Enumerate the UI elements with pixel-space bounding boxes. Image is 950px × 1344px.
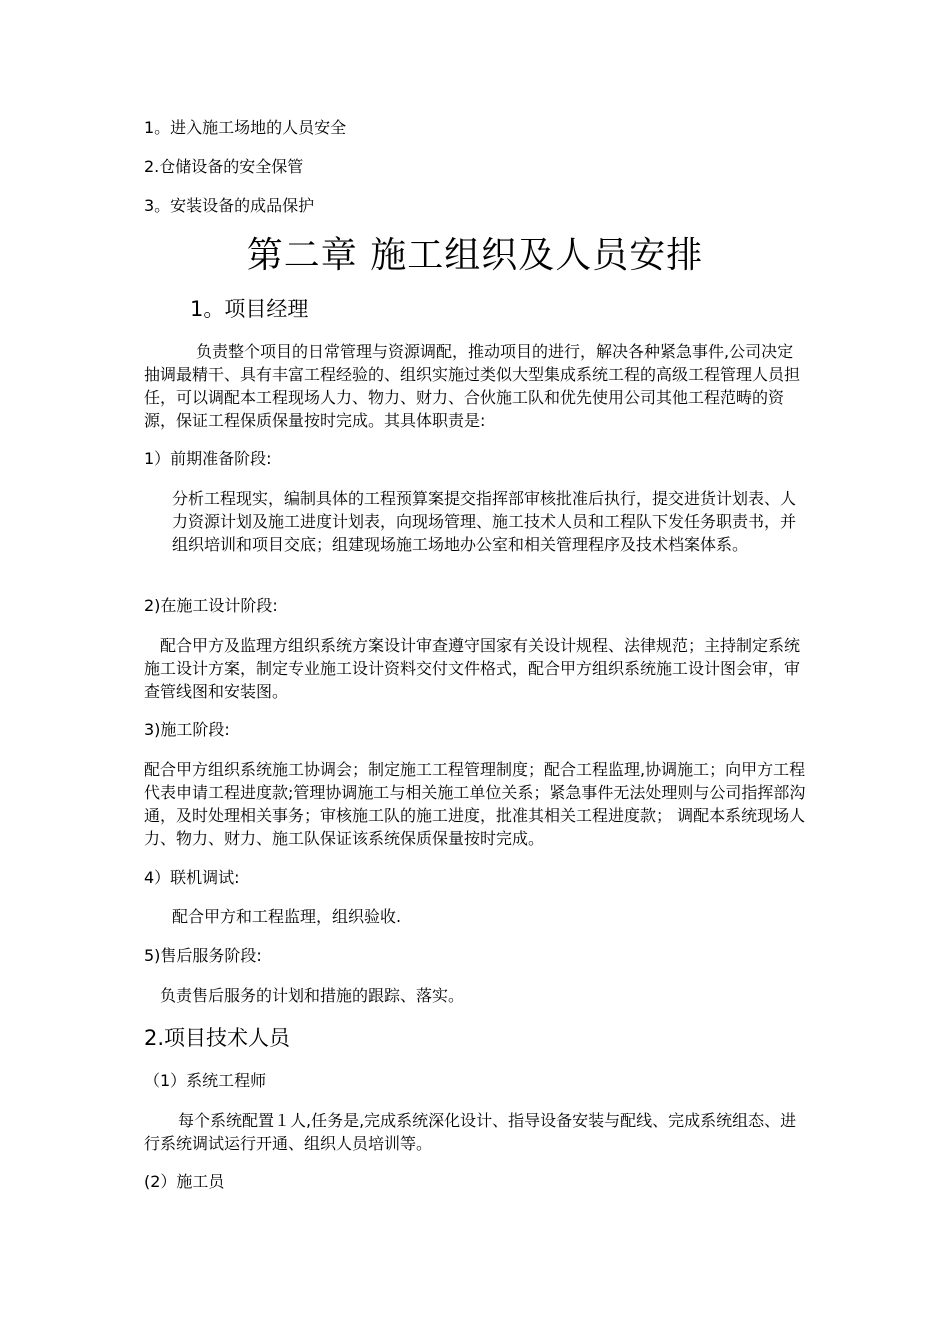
intro-item-3: 3。安装设备的成品保护 [144, 196, 315, 215]
role-1-body: 每个系统配置１人,任务是,完成系统深化设计、指导设备安装与配线、完成系统组态、进行系统调试运行开通、组织人员培训等。 [144, 1111, 797, 1153]
phase-2-body: 配合甲方及监理方组织系统方案设计审查遵守国家有关设计规程、法律规范；主持制定系统施工设计方案，制定专业施工设计资料交付文件格式，配合甲方组织系统施工设计图会审，审查管线图和安装图。 [144, 636, 801, 701]
phase-5-title: 5)售后服务阶段: [144, 946, 262, 965]
role-2-title: (2）施工员 [144, 1172, 225, 1191]
phase-1-body: 分析工程现实，编制具体的工程预算案提交指挥部审核批准后执行，提交进货计划表、人力资源计划及施工进度计划表，向现场管理、施工技术人员和工程队下发任务职责书，并组织培训和项目交底；组建现场施工场地办公室和相关管理程序及技术档案体系。 [172, 489, 797, 554]
section1-heading: 1。项目经理 [190, 297, 309, 321]
phase-5-body: 负责售后服务的计划和措施的跟踪、落实。 [160, 986, 465, 1005]
phase-4-title: 4）联机调试: [144, 868, 240, 887]
section2-heading: 2.项目技术人员 [144, 1026, 291, 1050]
phase-3-body: 配合甲方组织系统施工协调会；制定施工工程管理制度；配合工程监理,协调施工；向甲方工程代表申请工程进度款;管理协调施工与相关施工单位关系；紧急事件无法处理则与公司指挥部沟通，及时处理相关事务；审核施工队的施工进度，批准其相关工程进度款； 调配本系统现场人力、物力、财力、施工队保证该系统保质保量按时完成。 [144, 760, 806, 848]
role-1-title: （1）系统工程师 [144, 1071, 267, 1090]
chapter-title: 第二章 施工组织及人员安排 [246, 235, 704, 276]
intro-item-2: 2.仓储设备的安全保管 [144, 157, 304, 176]
section1-paragraph: 负责整个项目的日常管理与资源调配，推动项目的进行，解决各种紧急事件,公司决定抽调最精干、具有丰富工程经验的、组织实施过类似大型集成系统工程的高级工程管理人员担任，可以调配本工程现场人力、物力、财力、合伙施工队和优先使用公司其他工程范畴的资源，保证工程保质保量按时完成。其具体职责是: [144, 342, 801, 430]
phase-2-title: 2)在施工设计阶段: [144, 596, 278, 615]
intro-item-1: 1。进入施工场地的人员安全 [144, 118, 347, 137]
phase-3-title: 3)施工阶段: [144, 720, 230, 739]
phase-4-body: 配合甲方和工程监理，组织验收. [172, 907, 402, 926]
phase-1-title: 1）前期准备阶段: [144, 449, 272, 468]
